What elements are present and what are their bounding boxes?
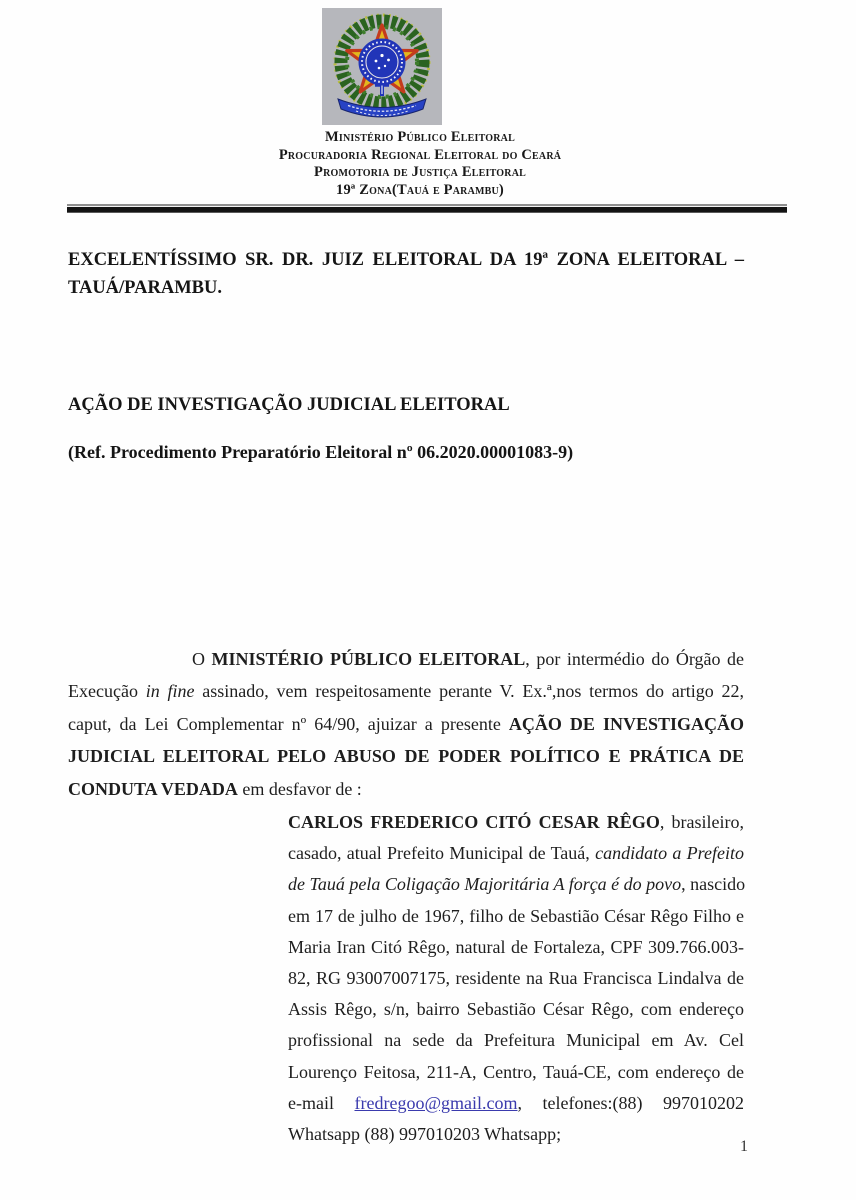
text-line — [0, 129, 848, 147]
text-segment: AÇÃO DE INVESTIGAÇÃO — [508, 713, 744, 734]
text-segment: 82, RG 93007007175, residente na Rua Francisca Lindalva de — [288, 968, 744, 989]
text-segment: Execução — [68, 681, 146, 702]
text-segment: AÇÃO DE INVESTIGAÇÃO JUDICIAL ELEITORAL — [68, 395, 510, 415]
text-line — [68, 440, 744, 464]
text-segment: de Tauá pela Coligação Majoritária A força é do povo — [288, 874, 682, 895]
text-line — [68, 773, 744, 805]
text-segment: Lourenço Feitosa, 211-A, Centro, Tauá-CE, com endereço de — [288, 1061, 744, 1082]
text-segment: in fine — [145, 681, 195, 702]
text-line — [68, 675, 744, 707]
text-line — [288, 994, 744, 1025]
text-line — [68, 708, 744, 740]
text-line — [0, 147, 848, 165]
text-segment: , por intermédio do Órgão de — [525, 649, 744, 669]
header-separator-rule — [67, 204, 787, 213]
case-reference — [68, 440, 744, 464]
text-line — [68, 643, 744, 675]
text-segment: 19ª Zona(Tauá e Parambu) — [336, 181, 504, 198]
text-segment: TAUÁ/PARAMBU. — [68, 277, 222, 298]
text-segment: em 17 de julho de 1967, filho de Sebastião César Rêgo Filho e — [288, 905, 744, 926]
text-line — [68, 275, 744, 303]
text-line — [288, 1057, 744, 1088]
text-segment: casado, atual Prefeito Municipal de Tauá, — [288, 843, 596, 864]
text-line — [288, 1119, 744, 1150]
text-line — [288, 901, 744, 932]
brazil-coat-of-arms-icon — [322, 8, 442, 125]
text-line — [288, 807, 744, 838]
text-segment: Promotoria de Justiça Eleitoral — [314, 164, 526, 180]
text-segment: Maria Iran Citó Rêgo, natural de Fortaleza, CPF 309.766.003- — [288, 936, 744, 957]
text-segment: Whatsapp (88) 997010203 Whatsapp; — [288, 1124, 562, 1145]
text-segment: e-mail — [288, 1092, 355, 1113]
coat-of-arms-svg — [322, 8, 442, 125]
text-segment: em desfavor de : — [237, 778, 362, 799]
text-segment: CARLOS FREDERICO CITÓ CESAR RÊGO — [288, 812, 660, 832]
text-segment: assinado, vem respeitosamente perante V. Ex.ª,nos termos do artigo 22, — [194, 681, 744, 702]
text-line — [0, 164, 848, 182]
text-segment: MINISTÉRIO PÚBLICO ELEITORAL — [211, 649, 526, 669]
text-line — [288, 1088, 744, 1119]
text-segment: CONDUTA VEDADA — [68, 778, 238, 799]
email-link[interactable]: fredregoo@gmail.com — [354, 1092, 518, 1113]
text-segment: caput, da Lei Complementar nº 64/90, ajuizar a presente — [68, 713, 509, 734]
addressee-heading — [68, 247, 744, 302]
case-title — [68, 393, 744, 417]
text-line — [288, 869, 744, 900]
text-segment: JUDICIAL ELEITORAL PELO ABUSO DE PODER POLÍTICO E PRÁTICA DE — [68, 746, 744, 767]
text-line — [68, 393, 744, 417]
text-segment: Assis Rêgo, s/n, bairro Sebastião César Rêgo, com endereço — [288, 999, 744, 1020]
text-segment: Ministério Público Eleitoral — [325, 129, 515, 145]
text-line — [288, 932, 744, 963]
intro-paragraph — [68, 643, 744, 805]
page-number: 1 — [740, 1138, 748, 1155]
text-segment: profissional na sede da Prefeitura Municipal em Av. Cel — [288, 1030, 744, 1051]
text-segment: , nascido — [681, 874, 746, 895]
text-line — [68, 247, 744, 275]
org-header — [0, 129, 848, 199]
text-segment: , telefones:(88) 997010202 — [517, 1092, 744, 1113]
respondent-paragraph — [288, 807, 744, 1150]
text-line — [288, 1025, 744, 1056]
text-segment: EXCELENTÍSSIMO SR. DR. JUIZ ELEITORAL DA 19ª ZONA ELEITORAL – — [68, 250, 744, 270]
text-line — [288, 963, 744, 994]
text-segment: O — [192, 649, 212, 669]
text-line — [68, 740, 744, 772]
text-segment: (Ref. Procedimento Preparatório Eleitoral nº 06.2020.00001083-9) — [68, 442, 574, 462]
text-segment: Procuradoria Regional Eleitoral do Ceará — [278, 146, 562, 163]
text-line — [0, 182, 848, 200]
text-segment: candidato a Prefeito — [595, 843, 744, 864]
text-segment: , brasileiro, — [659, 812, 744, 832]
text-line — [288, 838, 744, 869]
